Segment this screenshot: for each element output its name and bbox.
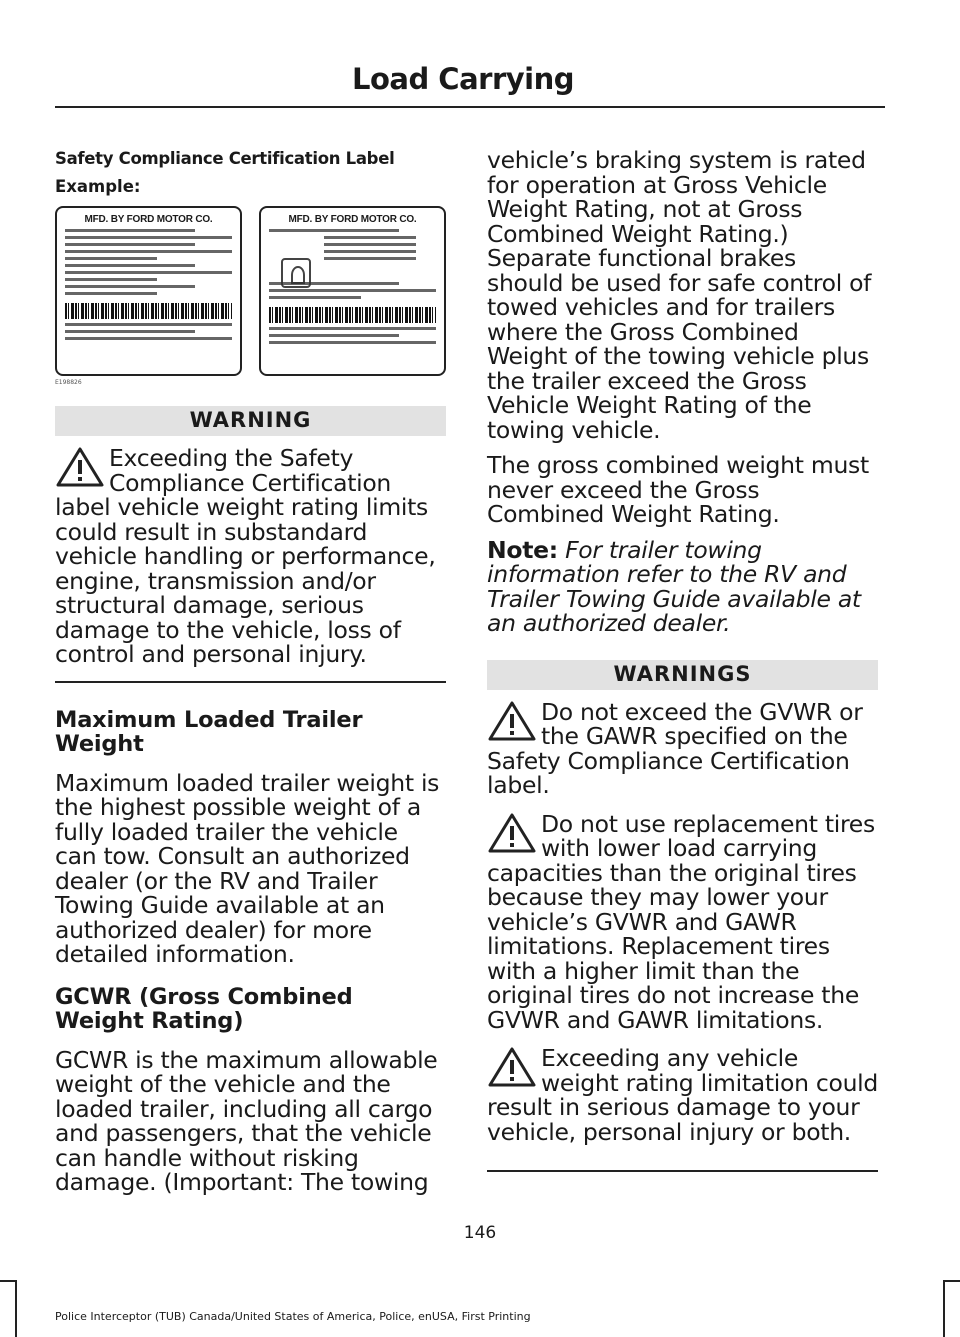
crop-mark-right-horizontal [943,1280,960,1282]
braking-text: vehicle’s braking system is rated for operation at Gross Vehicle Weight Rating, not at Gross Combined Weight Rating.) Separate functional brakes should be used for safe control of towed vehicles and for trailers where the Gross Combined Weight of the towing vehicle plus the trailer exceed the Gross Vehicle Weight Rating of the towing vehicle. [487,146,872,444]
note-text: For trailer towing information refer to the RV and Trailer Towing Guide available at an authorized dealer. [487,535,861,637]
crop-mark-left-horizontal [0,1280,17,1282]
barcode-graphic [65,303,232,319]
figure-code: E198826 [55,379,82,386]
warning-text: Exceeding the Safety Compliance Certification label vehicle weight rating limits could result in substandard vehicle handling or performance, engine, transmission and/or structural damage, serious damage to the vehicle, loss of control and personal injury. [55,444,436,668]
warning-triangle-icon [487,700,537,742]
barcode-graphic-2 [269,307,436,323]
warning-triangle-icon [487,812,537,854]
certification-label-example-1 [55,206,242,376]
gcwr-text: GCWR is the maximum allowable weight of the vehicle and the loaded trailer, including all cargo and passengers, that the vehicle can handle without risking damage. (Important: The towing [55,1045,438,1196]
label-manufacturer-title: MFD. BY FORD MOTOR CO. [84,214,213,225]
warning-title: WARNING [55,406,446,436]
warning-item-text: Exceeding any vehicle weight rating limitation could result in serious damage to your vehicle, personal injury or both. [487,1044,879,1146]
warning-item-text: Do not exceed the GVWR or the GAWR specified on the Safety Compliance Certification label. [487,697,863,799]
warning-triangle-icon [55,446,105,488]
gross-combined-weight-text: The gross combined weight must never exceed the Gross Combined Weight Rating. [487,451,869,528]
publication-footer: Police Interceptor (TUB) Canada/United States of America, Police, enUSA, First Printing [55,1310,531,1323]
warning-item [487,809,878,1034]
warning-item [487,697,878,799]
warning-item-text: Do not use replacement tires with lower load carrying capacities than the original tires because they may lower your vehicle’s GVWR and GAWR limitations. Replacement tires with a higher limit than the original tires do not increase the GVWR and GAWR limitations. [487,809,875,1034]
warning-block [55,406,446,683]
warning-end-rule [55,681,446,683]
certification-label-figure [55,206,446,386]
warning-item [487,1046,878,1144]
certification-label-example-2 [259,206,446,376]
warnings-title: WARNINGS [487,660,878,690]
warnings-end-rule [487,1170,878,1172]
section-title: Load Carrying [351,62,574,96]
label-example-caption: Example: [55,177,141,196]
warnings-block [487,660,878,1173]
right-column [487,148,878,1172]
note-label: Note: [487,535,558,564]
warning-triangle-icon [487,1046,537,1088]
crop-mark-right [943,1280,945,1337]
crop-mark-left [15,1280,17,1337]
label-heading: Safety Compliance Certification Label [55,149,395,168]
trailer-weight-text: Maximum loaded trailer weight is the highest possible weight of a fully loaded trailer the vehicle can tow. Consult an authorized dealer (or the RV and Trailer Towing Guide available at an authorized dealer) for more detailed information. [55,768,440,968]
left-column [55,148,446,1195]
note [487,535,878,637]
gcwr-heading: GCWR (Gross Combined Weight Rating) [55,983,353,1034]
page-number: 146 [463,1223,497,1243]
header-divider [55,106,885,108]
trailer-weight-heading: Maximum Loaded Trailer Weight [55,706,363,757]
label-manufacturer-title-2: MFD. BY FORD MOTOR CO. [288,214,417,225]
